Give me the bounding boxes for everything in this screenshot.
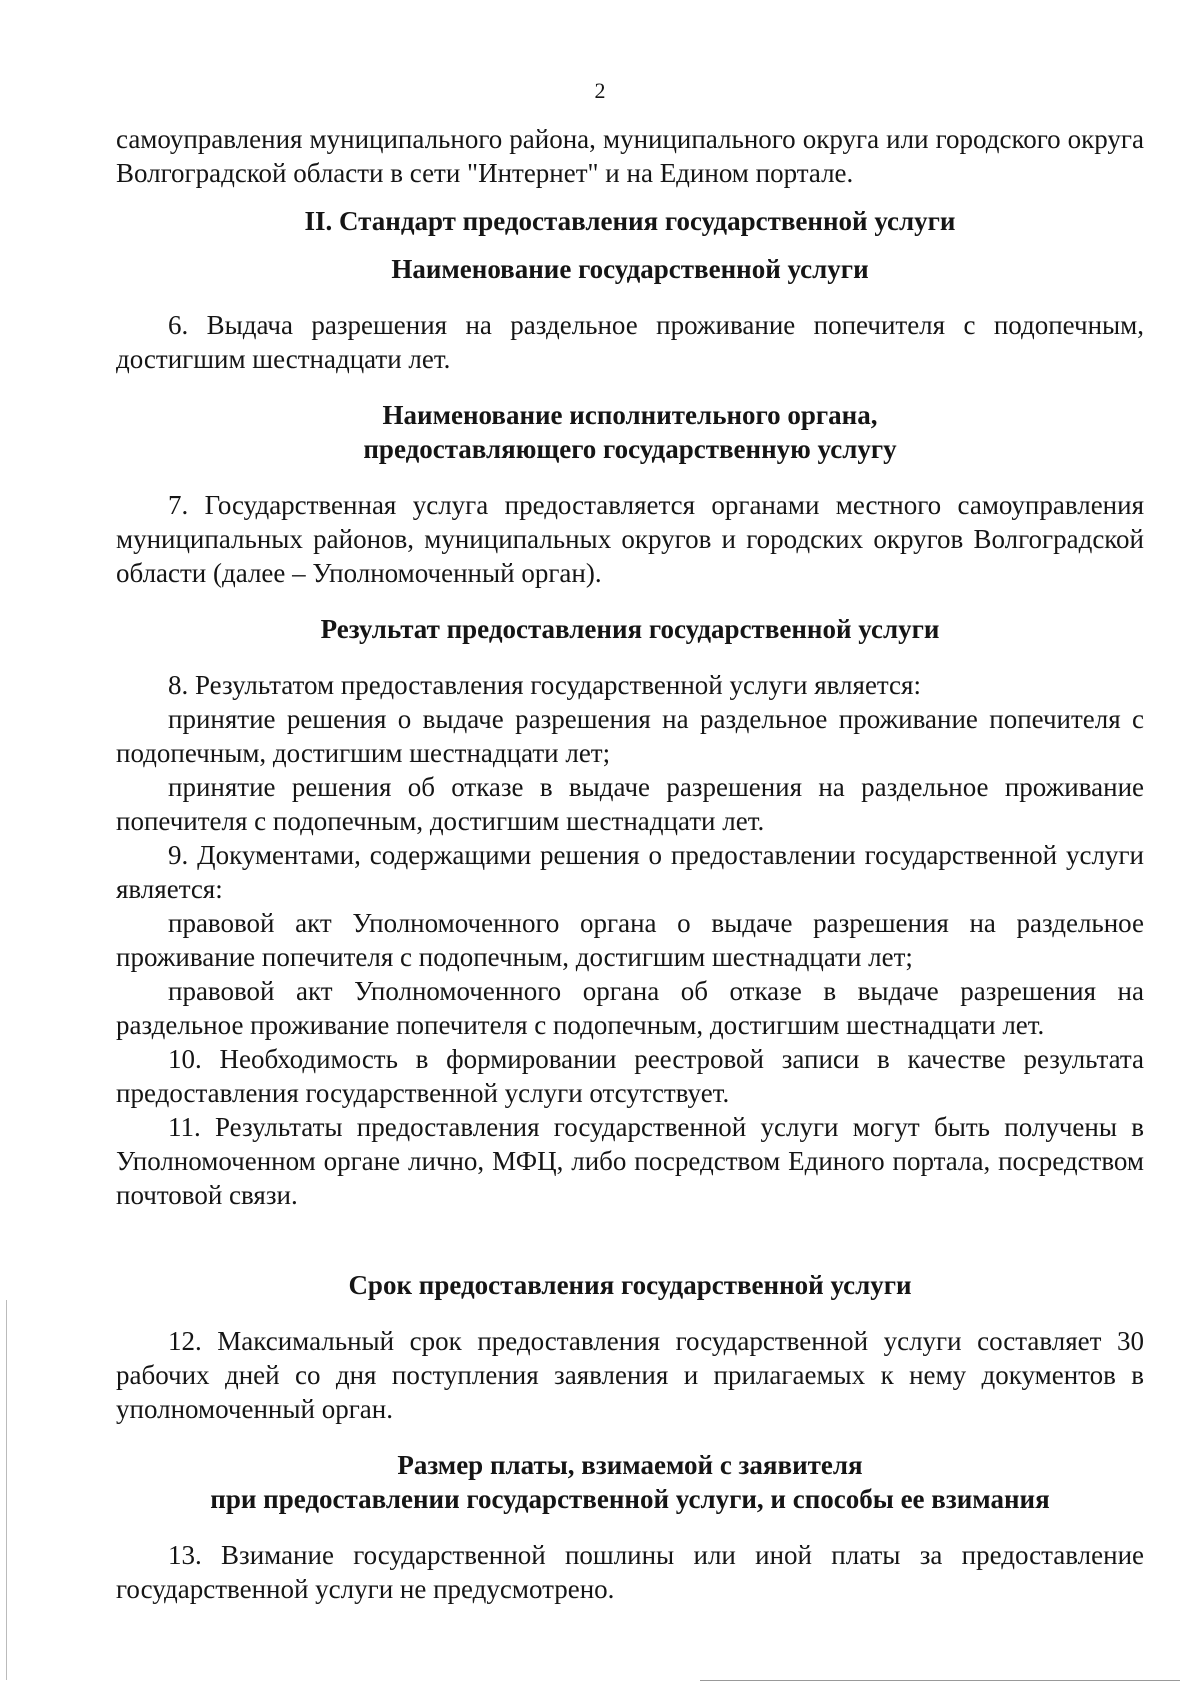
subheading-service-name: Наименование государственной услуги [391, 254, 869, 284]
paragraph-7: 7. Государственная услуга предоставляется органами местного самоуправления муниципальных районов, муниципальных округов и городских округов Волгоградской области (далее – Уполномоченный орган). [116, 490, 1144, 588]
subheading-fee-line1: Размер платы, взимаемой с заявителя [397, 1450, 863, 1480]
paragraph-12: 12. Максимальный срок предоставления государственной услуги составляет 30 рабочих дней со дня поступления заявления и прилагаемых к нему документов в уполномоченный орган. [116, 1326, 1144, 1424]
subheading-term: Срок предоставления государственной услуги [348, 1270, 912, 1300]
subheading-executive-body-line2: предоставляющего государственную услугу [363, 434, 897, 464]
paragraph-9: 9. Документами, содержащими решения о предоставлении государственной услуги является: [116, 840, 1144, 904]
scan-edge-line [6, 1300, 7, 1680]
document-body [116, 122, 1144, 1606]
paragraph-8-item-1: принятие решения о выдаче разрешения на раздельное проживание попечителя с подопечным, достигшим шестнадцати лет; [116, 704, 1144, 768]
section-heading: II. Стандарт предоставления государственной услуги [304, 206, 956, 236]
paragraph-8: 8. Результатом предоставления государственной услуги является: [168, 670, 921, 700]
paragraph-9-item-1: правовой акт Уполномоченного органа о выдаче разрешения на раздельное проживание попечителя с подопечным, достигшим шестнадцати лет; [116, 908, 1144, 972]
subheading-fee-line2: при предоставлении государственной услуги, и способы ее взимания [210, 1484, 1050, 1514]
subheading-executive-body-line1: Наименование исполнительного органа, [382, 400, 878, 430]
paragraph-9-item-2: правовой акт Уполномоченного органа об отказе в выдаче разрешения на раздельное проживание попечителя с подопечным, достигшим шестнадцати лет. [116, 976, 1144, 1040]
paragraph-intro: самоуправления муниципального района, муниципального округа или городского округа Волгоградской области в сети "Интернет" и на Едином портале. [116, 124, 1144, 188]
paragraph-6: 6. Выдача разрешения на раздельное проживание попечителя с подопечным, достигшим шестнадцати лет. [116, 310, 1144, 374]
paragraph-11: 11. Результаты предоставления государственной услуги могут быть получены в Уполномоченном органе лично, МФЦ, либо посредством Единого портала, посредством почтовой связи. [116, 1112, 1144, 1210]
subheading-result: Результат предоставления государственной услуги [320, 614, 940, 644]
paragraph-13: 13. Взимание государственной пошлины или иной платы за предоставление государственной услуги не предусмотрено. [116, 1540, 1144, 1604]
scan-bottom-line [700, 1680, 1180, 1681]
paragraph-10: 10. Необходимость в формировании реестровой записи в качестве результата предоставления государственной услуги отсутствует. [116, 1044, 1144, 1108]
paragraph-8-item-2: принятие решения об отказе в выдаче разрешения на раздельное проживание попечителя с подопечным, достигшим шестнадцати лет. [116, 772, 1144, 836]
page-number: 2 [594, 78, 606, 103]
